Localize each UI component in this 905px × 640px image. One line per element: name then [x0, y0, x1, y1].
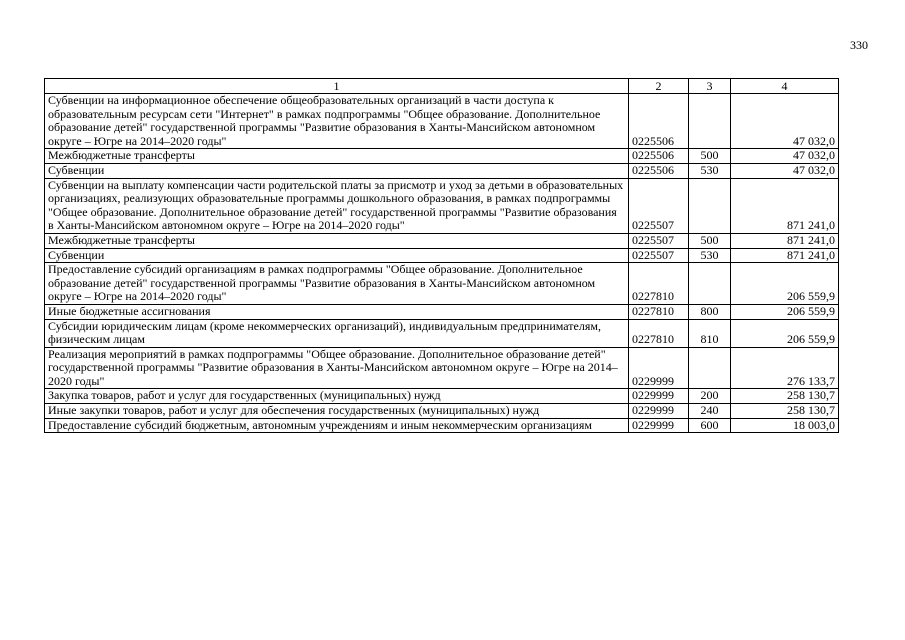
- header-row: [45, 79, 839, 94]
- table-row: [45, 404, 839, 419]
- row-amount: 206 559,9: [731, 304, 839, 319]
- table-row: [45, 248, 839, 263]
- table-row: [45, 149, 839, 164]
- header-cell: 2: [629, 79, 689, 94]
- table-row: [45, 163, 839, 178]
- row-name: Иные бюджетные ассигнования: [45, 304, 629, 319]
- row-amount: 47 032,0: [731, 94, 839, 149]
- row-amount: 871 241,0: [731, 233, 839, 248]
- row-name: Субсидии юридическим лицам (кроме некоммерческих организаций), индивидуальным предпринимателям, физическим лицам: [45, 319, 629, 347]
- row-code: 0225507: [629, 178, 689, 233]
- row-code: 0225506: [629, 149, 689, 164]
- row-type: [689, 178, 731, 233]
- row-type: 530: [689, 163, 731, 178]
- row-name: Субвенции: [45, 163, 629, 178]
- row-code: 0227810: [629, 319, 689, 347]
- row-type: 500: [689, 149, 731, 164]
- row-code: 0225507: [629, 248, 689, 263]
- row-amount: 871 241,0: [731, 248, 839, 263]
- row-code: 0229999: [629, 418, 689, 433]
- row-name: Иные закупки товаров, работ и услуг для обеспечения государственных (муниципальных) нужд: [45, 404, 629, 419]
- header-cell: 1: [45, 79, 629, 94]
- row-code: 0225506: [629, 94, 689, 149]
- row-name: Предоставление субсидий организациям в рамках подпрограммы "Общее образование. Дополнительное образование детей" государственной программы "Развитие образования в Ханты-Мансийском автономном округе – Югре на 2014–2020 годы": [45, 263, 629, 305]
- row-type: [689, 94, 731, 149]
- header-cell: 3: [689, 79, 731, 94]
- row-name: Субвенции на информационное обеспечение общеобразовательных организаций в части доступа к образовательным ресурсам сети "Интернет" в рамках подпрограммы "Общее образование. Дополнительное образование детей" государственной программы "Развитие образования в Ханты-Мансийском автономном округе – Югре на 2014–2020 годы": [45, 94, 629, 149]
- row-amount: 18 003,0: [731, 418, 839, 433]
- row-amount: 871 241,0: [731, 178, 839, 233]
- header-cell: 4: [731, 79, 839, 94]
- page-number: 330: [850, 38, 868, 52]
- row-code: 0225507: [629, 233, 689, 248]
- budget-table: [44, 78, 839, 433]
- row-code: 0225506: [629, 163, 689, 178]
- row-code: 0227810: [629, 263, 689, 305]
- row-amount: 206 559,9: [731, 319, 839, 347]
- row-code: 0227810: [629, 304, 689, 319]
- table-row: [45, 347, 839, 389]
- row-amount: 276 133,7: [731, 347, 839, 389]
- table-row: [45, 389, 839, 404]
- row-type: 800: [689, 304, 731, 319]
- row-type: 530: [689, 248, 731, 263]
- row-type: 200: [689, 389, 731, 404]
- row-amount: 258 130,7: [731, 389, 839, 404]
- row-amount: 258 130,7: [731, 404, 839, 419]
- row-name: Реализация мероприятий в рамках подпрограммы "Общее образование. Дополнительное образование детей" государственной программы "Развитие образования в Ханты-Мансийском автономном округе – Югре на 2014–2020 годы": [45, 347, 629, 389]
- row-amount: 47 032,0: [731, 163, 839, 178]
- row-name: Субвенции: [45, 248, 629, 263]
- row-name: Закупка товаров, работ и услуг для государственных (муниципальных) нужд: [45, 389, 629, 404]
- table-row: [45, 94, 839, 149]
- table-row: [45, 418, 839, 433]
- row-type: 240: [689, 404, 731, 419]
- row-amount: 206 559,9: [731, 263, 839, 305]
- row-type: 600: [689, 418, 731, 433]
- table-row: [45, 263, 839, 305]
- row-amount: 47 032,0: [731, 149, 839, 164]
- row-type: 810: [689, 319, 731, 347]
- table-row: [45, 233, 839, 248]
- table-row: [45, 178, 839, 233]
- row-type: [689, 347, 731, 389]
- row-name: Межбюджетные трансферты: [45, 233, 629, 248]
- row-code: 0229999: [629, 389, 689, 404]
- row-name: Предоставление субсидий бюджетным, автономным учреждениям и иным некоммерческим организациям: [45, 418, 629, 433]
- row-code: 0229999: [629, 347, 689, 389]
- table-row: [45, 304, 839, 319]
- row-code: 0229999: [629, 404, 689, 419]
- row-type: [689, 263, 731, 305]
- row-name: Межбюджетные трансферты: [45, 149, 629, 164]
- table-row: [45, 319, 839, 347]
- row-name: Субвенции на выплату компенсации части родительской платы за присмотр и уход за детьми в образовательных организациях, реализующих образовательные программы дошкольного образования, в рамках подпрограммы "Общее образование. Дополнительное образование детей" государственной программы "Развитие образования в Ханты-Мансийском автономном округе – Югре на 2014–2020 годы": [45, 178, 629, 233]
- row-type: 500: [689, 233, 731, 248]
